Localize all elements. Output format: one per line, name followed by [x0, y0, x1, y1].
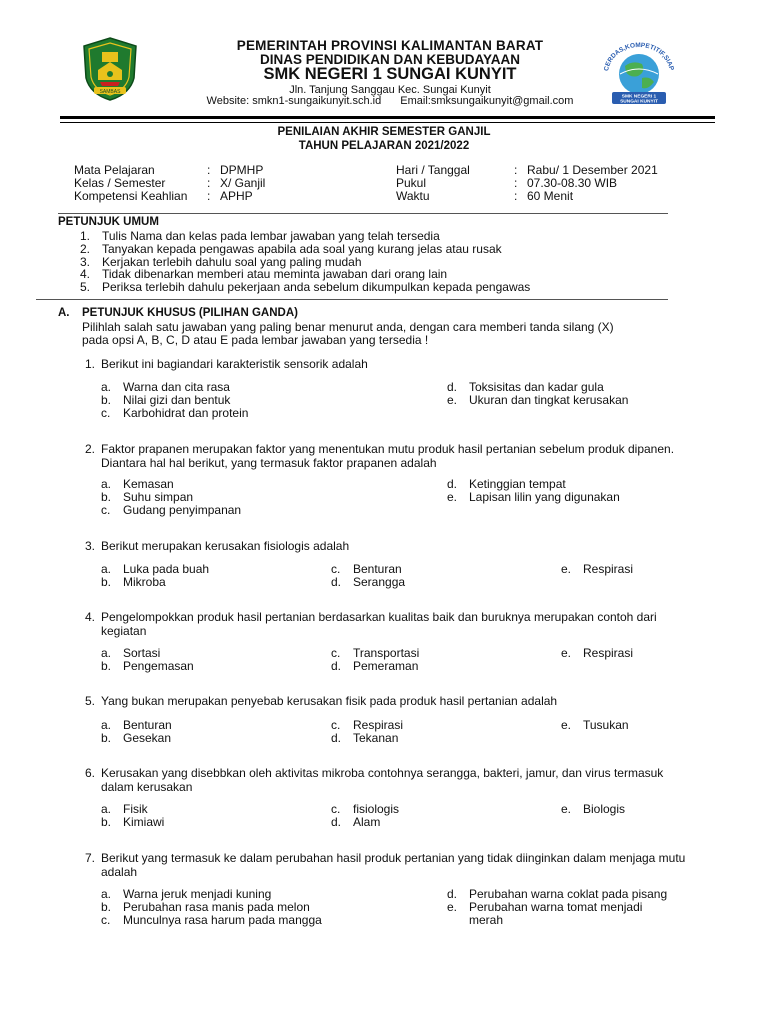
option-text: Mikroba [123, 575, 166, 589]
answer-option [331, 576, 405, 589]
option-text: Warna jeruk menjadi kuning [123, 887, 272, 901]
divider [36, 299, 668, 300]
header-email: Email:smksungaikunyit@gmail.com [400, 95, 574, 107]
info-sep: : [514, 189, 518, 203]
answer-option [101, 660, 194, 673]
logo-motto: CERDAS,KOMPETITIF,SIAP [603, 42, 675, 72]
question-stem: Faktor prapanen merupakan faktor yang menentukan mutu produk hasil pertanian sebelum produk dipanen. Diantara hal hal berikut, yang termasuk faktor prapanen adalah [101, 442, 675, 470]
list-item: Tanyakan kepada pengawas apabila ada soal yang kurang jelas atau rusak [102, 241, 502, 256]
section-a-instruction: pada opsi A, B, C, D atau E pada lembar jawaban yang tersedia ! [82, 333, 429, 347]
option-text: fisiologis [353, 802, 400, 816]
option-letter: e. [561, 562, 572, 576]
question-stem: Berikut merupakan kerusakan fisiologis adalah [101, 539, 350, 553]
info-sep: : [207, 176, 211, 190]
logo-name-2: SUNGAI KUNYIT [620, 99, 658, 105]
list-number: 4. [79, 267, 90, 282]
question [79, 767, 719, 795]
info-label: Mata Pelajaran [74, 163, 155, 177]
option-text: Pemeraman [353, 659, 419, 673]
logo-name-1: SMK NEGERI 1 [621, 94, 657, 100]
info-label: Hari / Tanggal [396, 163, 470, 177]
option-text: Alam [353, 815, 381, 829]
answer-option [561, 563, 633, 576]
option-letter: b. [101, 575, 112, 589]
option-text: Gesekan [123, 731, 172, 745]
answer-option [101, 504, 241, 517]
question-stem: Yang bukan merupakan penyebab kerusakan fisik pada produk hasil pertanian adalah [101, 694, 558, 708]
option-letter: c. [331, 646, 341, 660]
info-value: X/ Ganjil [220, 176, 266, 190]
option-letter: a. [101, 380, 112, 394]
question [79, 695, 719, 709]
general-instructions-heading: PETUNJUK UMUM [58, 216, 159, 228]
option-letter: e. [561, 646, 572, 660]
option-text: Warna dan cita rasa [123, 380, 230, 394]
answer-option [447, 491, 620, 504]
question-number: 4. [84, 610, 95, 624]
option-text: Pengemasan [123, 659, 194, 673]
regency-emblem-logo [80, 36, 140, 102]
option-text: Gudang penyimpanan [123, 503, 242, 517]
info-sep: : [207, 189, 211, 203]
info-label: Waktu [396, 189, 430, 203]
option-text: Transportasi [353, 646, 420, 660]
emblem-caption: SAMBAS [99, 89, 121, 95]
option-letter: a. [101, 802, 112, 816]
option-text: Tusukan [583, 718, 629, 732]
info-value: APHP [220, 189, 253, 203]
option-letter: b. [101, 659, 112, 673]
option-text: Fisik [123, 802, 148, 816]
option-letter: b. [101, 393, 112, 407]
question-stem: Berikut yang termasuk ke dalam perubahan hasil produk pertanian yang tidak diinginkan dalam menjaga mutu adalah [101, 851, 686, 879]
section-a-label: A. [58, 307, 70, 319]
answer-option [101, 816, 164, 829]
exam-info [0, 164, 768, 206]
list-item: Tulis Nama dan kelas pada lembar jawaban yang telah tersedia [102, 229, 440, 243]
option-text: Munculnya rasa harum pada mangga [123, 913, 322, 927]
letterhead-rule-thick [60, 116, 715, 119]
option-text: Nilai gizi dan bentuk [123, 393, 231, 407]
option-letter: d. [447, 380, 458, 394]
info-value: Rabu/ 1 Desember 2021 [527, 163, 658, 177]
option-letter: d. [331, 659, 342, 673]
question-number: 5. [84, 694, 95, 708]
info-value: 07.30-08.30 WIB [527, 176, 618, 190]
option-letter: e. [447, 900, 458, 914]
option-text: Respirasi [583, 562, 634, 576]
option-letter: c. [101, 913, 111, 927]
option-letter: d. [331, 731, 342, 745]
option-letter: d. [331, 575, 342, 589]
divider [58, 213, 668, 214]
header-school-name: SMK NEGERI 1 SUNGAI KUNYIT [263, 65, 517, 83]
option-letter: b. [101, 815, 112, 829]
list-item: Kerjakan terlebih dahulu soal yang paling mudah [102, 254, 362, 269]
option-text: Perubahan warna coklat pada pisang [469, 887, 668, 901]
answer-option [561, 647, 633, 660]
info-value: 60 Menit [527, 189, 574, 203]
question-number: 7. [84, 851, 95, 865]
answer-option [447, 901, 687, 927]
question [79, 358, 719, 372]
option-letter: c. [331, 718, 341, 732]
info-label: Kompetensi Keahlian [74, 189, 188, 203]
option-letter: a. [101, 562, 112, 576]
exam-year: TAHUN PELAJARAN 2021/2022 [298, 140, 470, 152]
option-letter: b. [101, 490, 112, 504]
answer-option [331, 816, 380, 829]
list-number: 5. [79, 280, 90, 295]
list-item: Tidak dibenarkan memberi atau meminta jawaban dari orang lain [102, 267, 448, 282]
header-department: DINAS PENDIDIKAN DAN KEBUDAYAAN [259, 52, 521, 67]
option-letter: a. [101, 887, 112, 901]
option-letter: e. [447, 490, 458, 504]
option-letter: b. [101, 900, 112, 914]
question-stem: Berikut ini bagiandari karakteristik sensorik adalah [101, 357, 368, 371]
general-instructions-list [0, 230, 768, 296]
answer-option [331, 732, 398, 745]
option-letter: d. [447, 477, 458, 491]
option-text: Sortasi [123, 646, 161, 660]
option-text: Kemasan [123, 477, 174, 491]
info-label: Kelas / Semester [74, 176, 166, 190]
question [79, 540, 719, 554]
exam-title: PENILAIAN AKHIR SEMESTER GANJIL [277, 126, 491, 138]
option-text: Serangga [353, 575, 406, 589]
option-letter: c. [331, 562, 341, 576]
option-text: Toksisitas dan kadar gula [469, 380, 604, 394]
option-text: Suhu simpan [123, 490, 194, 504]
list-number: 1. [79, 229, 90, 243]
option-letter: d. [447, 887, 458, 901]
option-text: Luka pada buah [123, 562, 210, 576]
question [79, 852, 719, 880]
option-letter: c. [101, 503, 111, 517]
answer-option [101, 576, 166, 589]
info-sep: : [514, 176, 518, 190]
question-number: 6. [84, 766, 95, 780]
info-sep: : [514, 163, 518, 177]
answer-option [447, 394, 628, 407]
option-text: Respirasi [583, 646, 634, 660]
section-a-heading: PETUNJUK KHUSUS (PILIHAN GANDA) [82, 307, 298, 319]
option-text: Karbohidrat dan protein [123, 406, 249, 420]
list-number: 3. [79, 254, 90, 269]
option-text: Tekanan [353, 731, 399, 745]
option-text: Biologis [583, 802, 626, 816]
option-text: Lapisan lilin yang digunakan [469, 490, 620, 504]
option-letter: c. [331, 802, 341, 816]
header-province: PEMERINTAH PROVINSI KALIMANTAN BARAT [236, 38, 544, 53]
answer-option [101, 407, 248, 420]
question-stem: Kerusakan yang disebbkan oleh aktivitas mikroba contohnya serangga, bakteri, jamur, dan virus termasuk dalam kerusakan [101, 766, 664, 794]
option-letter: e. [447, 393, 458, 407]
answer-option [331, 660, 418, 673]
question [79, 611, 719, 639]
section-a-instruction: Pilihlah salah satu jawaban yang paling benar menurut anda, dengan cara memberi tanda silang (X) [82, 320, 614, 334]
option-letter: d. [331, 815, 342, 829]
header-website: Website: smkn1-sungaikunyit.sch.id [206, 95, 382, 107]
list-item: Periksa terlebih dahulu pekerjaan anda sebelum dikumpulkan kepada pengawas [102, 280, 531, 295]
question-number: 3. [84, 539, 95, 553]
option-letter: a. [101, 718, 112, 732]
option-letter: a. [101, 477, 112, 491]
option-text: Benturan [123, 718, 172, 732]
option-text: Ukuran dan tingkat kerusakan [469, 393, 629, 407]
option-text: Benturan [353, 562, 402, 576]
question-stem: Pengelompokkan produk hasil pertanian berdasarkan kualitas baik dan buruknya merupakan contoh dari kegiatan [101, 610, 657, 638]
question-number: 1. [84, 357, 95, 371]
question-number: 2. [84, 442, 95, 456]
info-value: DPMHP [220, 163, 264, 177]
option-text: Respirasi [353, 718, 404, 732]
question [79, 443, 719, 471]
answer-option [561, 803, 625, 816]
answer-option [101, 732, 171, 745]
header-contact [150, 95, 630, 107]
info-label: Pukul [396, 176, 427, 190]
option-text: Kimiawi [123, 815, 165, 829]
option-text: Perubahan warna tomat menjadi merah [469, 900, 643, 927]
answer-option [561, 719, 629, 732]
option-text: Ketinggian tempat [469, 477, 566, 491]
option-letter: e. [561, 802, 572, 816]
option-text: Perubahan rasa manis pada melon [123, 900, 310, 914]
info-sep: : [207, 163, 211, 177]
header-address: Jln. Tanjung Sanggau Kec. Sungai Kunyit [289, 84, 491, 96]
letterhead-rule-thin [60, 122, 715, 123]
answer-option [101, 914, 322, 927]
option-letter: a. [101, 646, 112, 660]
option-letter: e. [561, 718, 572, 732]
list-number: 2. [79, 241, 90, 256]
option-letter: b. [101, 731, 112, 745]
option-letter: c. [101, 406, 111, 420]
